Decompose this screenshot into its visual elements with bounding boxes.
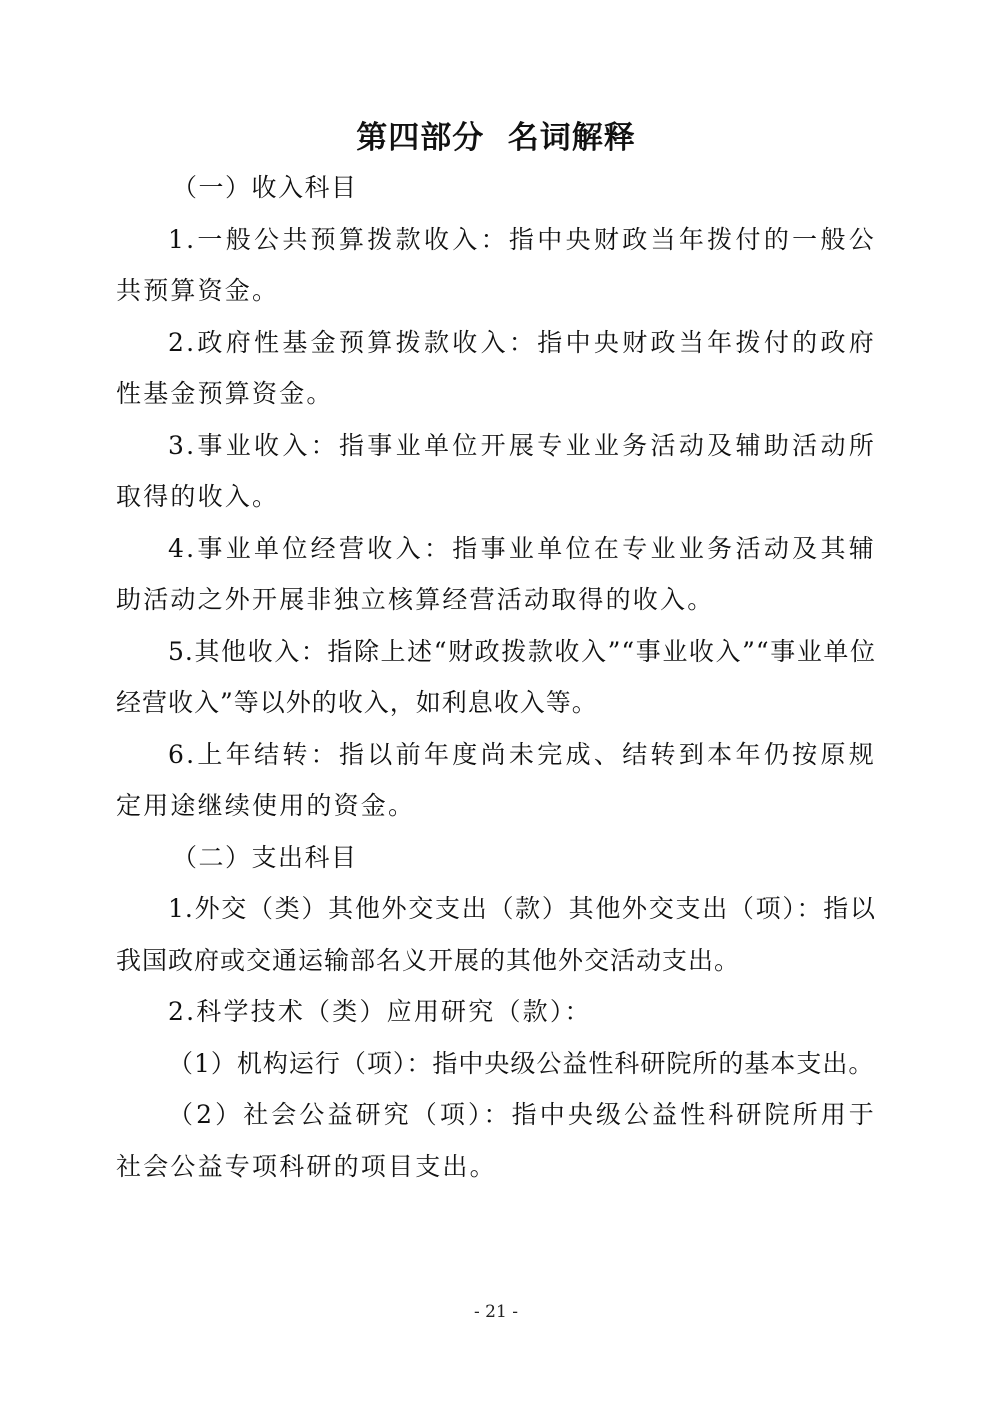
income-item-2: 2.政府性基金预算拨款收入：指中央财政当年拨付的政府性基金预算资金。 xyxy=(116,327,876,408)
section-heading-income: （一）收入科目 xyxy=(172,173,358,202)
expenditure-subitem-1: （1）机构运行（项）：指中央级公益性科研院所的基本支出。 xyxy=(168,1048,875,1078)
section-heading-expenditure: （二）支出科目 xyxy=(172,842,358,872)
income-item-1: 1.一般公共预算拨款收入：指中央财政当年拨付的一般公共预算资金。 xyxy=(116,224,876,305)
document-body xyxy=(116,162,876,1192)
page-title: 第四部分 名词解释 xyxy=(356,120,636,156)
income-item-6: 6.上年结转：指以前年度尚未完成、结转到本年仍按原规定用途继续使用的资金。 xyxy=(116,739,876,820)
income-item-4: 4.事业单位经营收入：指事业单位在专业业务活动及其辅助活动之外开展非独立核算经营活动取得的收入。 xyxy=(116,533,876,614)
income-item-3: 3.事业收入：指事业单位开展专业业务活动及辅助活动所取得的收入。 xyxy=(116,430,876,511)
expenditure-item-2: 2.科学技术（类）应用研究（款）： xyxy=(168,997,592,1026)
expenditure-subitem-2: （2）社会公益研究（项）：指中央级公益性科研院所用于社会公益专项科研的项目支出。 xyxy=(116,1100,876,1181)
page-number: - 21 - xyxy=(474,1302,518,1322)
expenditure-item-1: 1.外交（类）其他外交支出（款）其他外交支出（项）：指以我国政府或交通运输部名义开展的其他外交活动支出。 xyxy=(116,894,876,975)
income-item-5: 5.其他收入：指除上述“财政拨款收入”“事业收入”“事业单位经营收入”等以外的收入，如利息收入等。 xyxy=(116,636,876,717)
